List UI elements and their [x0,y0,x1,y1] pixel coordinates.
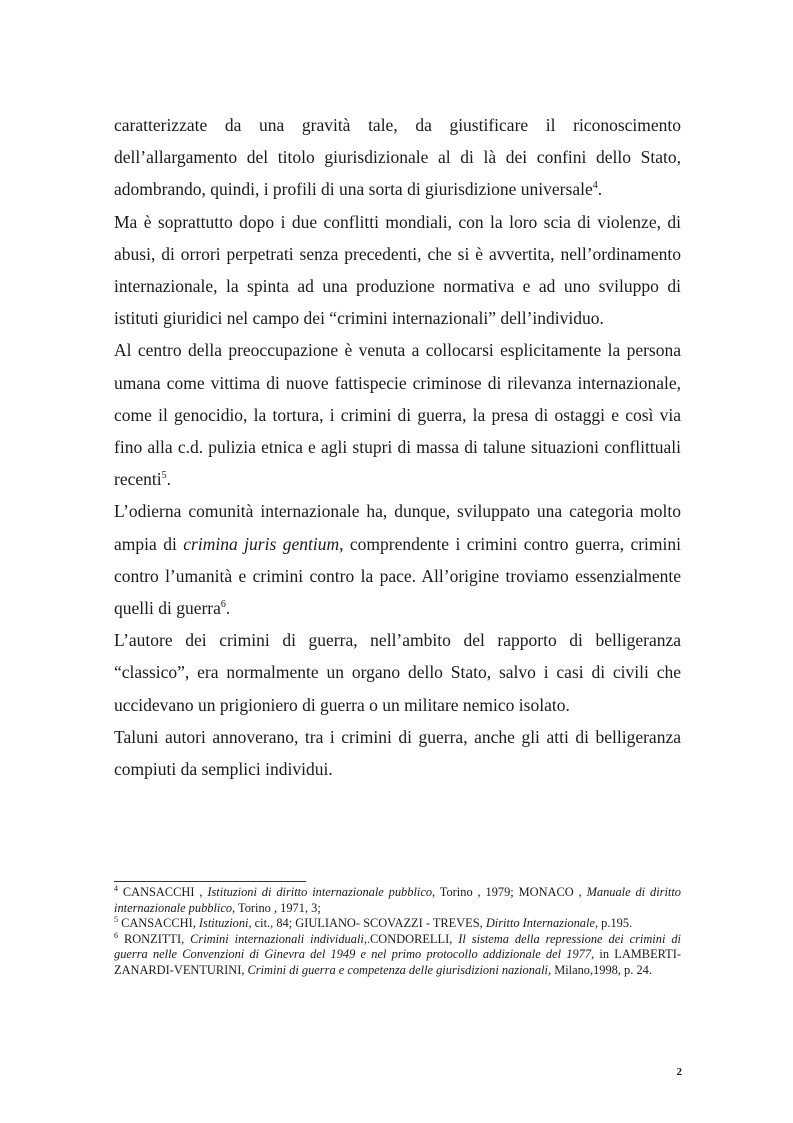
footnote-ref-6[interactable]: 6 [220,599,226,611]
footnote-4: $^4$ CANSACCHI , Istituzioni di diritto internazionale pubblico, Torino , 1979; MONACO , Manuale di diritto internazionale pubblico, Torino , 1971, 3; [114,883,681,915]
page-number: 2 [676,1066,682,1078]
paragraph-1: caratterizzate da una gravità tale, da giustificare il riconoscimento dell’allargamento del titolo giurisdizionale al di là dei confini dello Stato, adombrando, quindi, i profili di una sorta di giurisdizione universale$^4$. [114,115,681,200]
footnote-6: $^6$ RONZITTI, Crimini internazionali individuali,.CONDORELLI, Il sistema della repressione dei crimini di guerra nelle Convenzioni di Ginevra del 1949 e nel primo protocollo addizionale del 1977, in LAMBERTI-ZANARDI-VENTURINI, Crimini di guerra e competenza delle giurisdizioni nazionali, Milano,1998, p. 24. [114,930,681,977]
footnote-ref-5[interactable]: 5 [161,470,167,482]
footnote-ref-4[interactable]: 4 [592,180,598,192]
footnote-separator [114,881,306,882]
paragraph-3: Al centro della preoccupazione è venuta a collocarsi esplicitamente la persona umana come vittima di nuove fattispecie criminose di rilevanza internazionale, come il genocidio, la tortura, i crimini di guerra, la presa di ostaggi e così via fino alla c.d. pulizia etnica e agli stupri di massa di talune situazioni conflittuali recenti$^5$. [114,340,681,490]
footnotes [114,885,681,979]
paragraph-2: Ma è soprattutto dopo i due conflitti mondiali, con la loro scia di violenze, di abusi, di orrori perpetrati senza precedenti, che si è avvertita, nell’ordinamento internazionale, la spinta ad una produzione normativa e ad uno sviluppo di istituti giuridici nel campo dei “crimini internazionali” dell’individuo. [114,211,681,329]
italic-term: crimina juris gentium [183,533,340,554]
paragraph-5: L’autore dei crimini di guerra, nell’ambito del rapporto di belligeranza “classico”, era normalmente un organo dello Stato, salvo i casi di civili che uccidevano un prigioniero di guerra o un militare nemico isolato. [114,630,681,715]
paragraph-4: L’odierna comunità internazionale ha, dunque, sviluppato una categoria molto ampia di crimina juris gentium, comprendente i crimini contro guerra, crimini contro l’umanità e crimini contro la pace. All’origine troviamo essenzialmente quelli di guerra$^6$. [114,501,682,619]
footnote-5: $^5$ CANSACCHI, Istituzioni, cit., 84; GIULIANO- SCOVAZZI - TREVES, Diritto Internazionale, p.195. [114,915,633,931]
body-text [114,109,681,785]
paragraph-6: Taluni autori annoverano, tra i crimini di guerra, anche gli atti di belligeranza compiuti da semplici individui. [114,726,681,780]
